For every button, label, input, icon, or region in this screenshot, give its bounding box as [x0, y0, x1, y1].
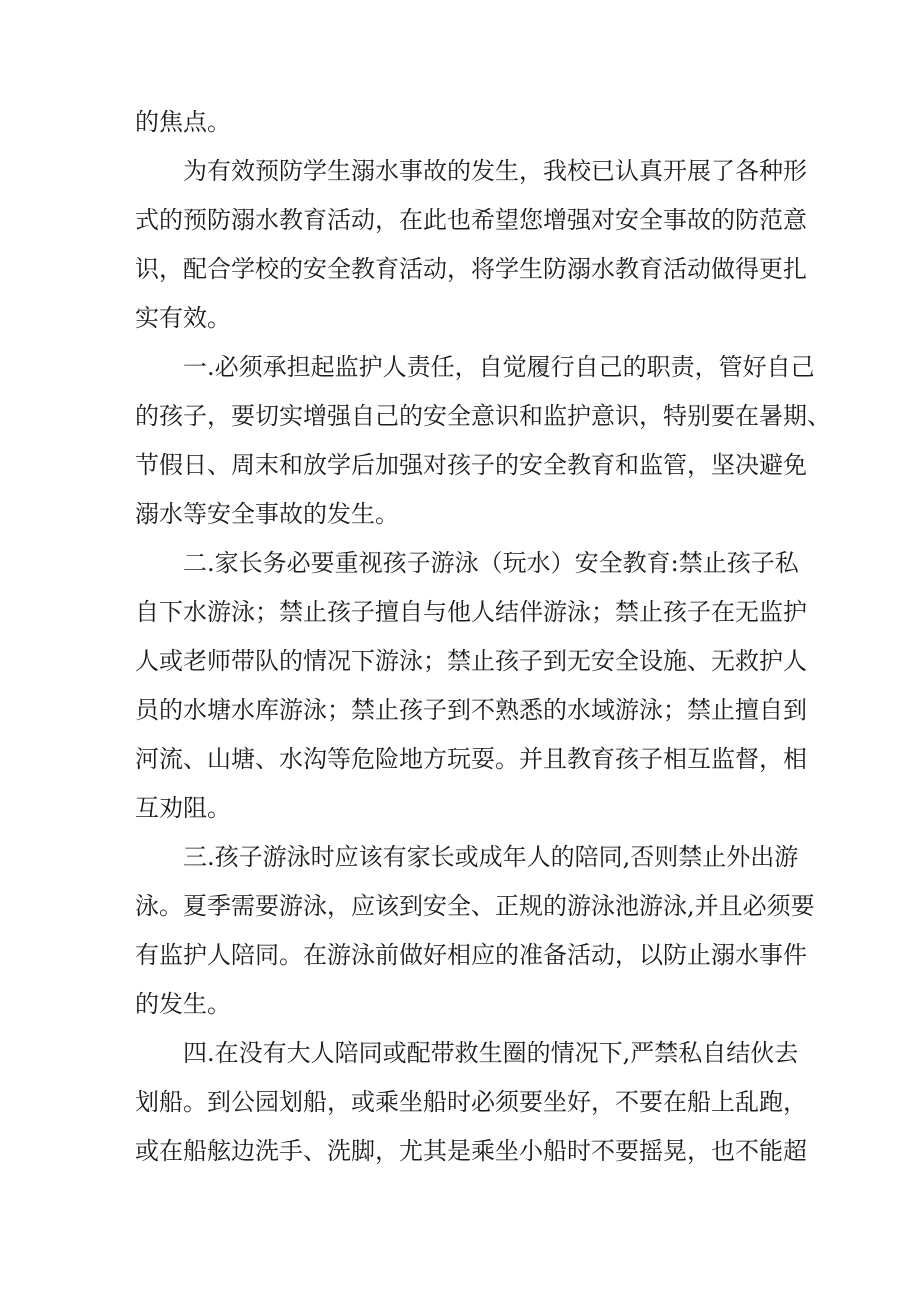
text-line: 一.必须承担起监护人责任，自觉履行自己的职责，管好自己: [183, 353, 815, 381]
text-line: 自下水游泳；禁止孩子擅自与他人结伴游泳；禁止孩子在无监护: [135, 598, 807, 626]
text-line: 的发生。: [135, 990, 231, 1018]
text-line: 三.孩子游泳时应该有家长或成年人的陪同,否则禁止外出游: [183, 843, 799, 871]
text-line: 人或老师带队的情况下游泳；禁止孩子到无安全设施、无救护人: [135, 647, 807, 675]
text-line: 员的水塘水库游泳；禁止孩子到不熟悉的水域游泳；禁止擅自到: [135, 696, 807, 724]
text-line: 为有效预防学生溺水事故的发生，我校已认真开展了各种形: [183, 157, 807, 185]
text-line: 式的预防溺水教育活动，在此也希望您增强对安全事故的防范意: [135, 206, 807, 234]
text-line: 四.在没有大人陪同或配带救生圈的情况下,严禁私自结伙去: [183, 1039, 799, 1067]
text-line: 有监护人陪同。在游泳前做好相应的准备活动，以防止溺水事件: [135, 941, 807, 969]
text-line: 或在船舷边洗手、洗脚，尤其是乘坐小船时不要摇晃，也不能超: [135, 1137, 807, 1165]
text-line: 互劝阻。: [135, 794, 231, 822]
text-line: 泳。夏季需要游泳，应该到安全、正规的游泳池游泳,并且必须要: [135, 892, 815, 920]
text-line: 溺水等安全事故的发生。: [135, 500, 399, 528]
text-line: 实有效。: [135, 304, 231, 332]
text-line: 节假日、周末和放学后加强对孩子的安全教育和监管，坚决避免: [135, 451, 807, 479]
text-line: 的焦点。: [135, 108, 231, 136]
text-line: 的孩子，要切实增强自己的安全意识和监护意识，特别要在暑期、: [135, 402, 831, 430]
text-line: 划船。到公园划船，或乘坐船时必须要坐好，不要在船上乱跑，: [135, 1088, 807, 1116]
text-line: 识，配合学校的安全教育活动，将学生防溺水教育活动做得更扎: [135, 255, 807, 283]
text-line: 二.家长务必要重视孩子游泳（玩水）安全教育:禁止孩子私: [183, 549, 799, 577]
text-line: 河流、山塘、水沟等危险地方玩耍。并且教育孩子相互监督，相: [135, 745, 807, 773]
